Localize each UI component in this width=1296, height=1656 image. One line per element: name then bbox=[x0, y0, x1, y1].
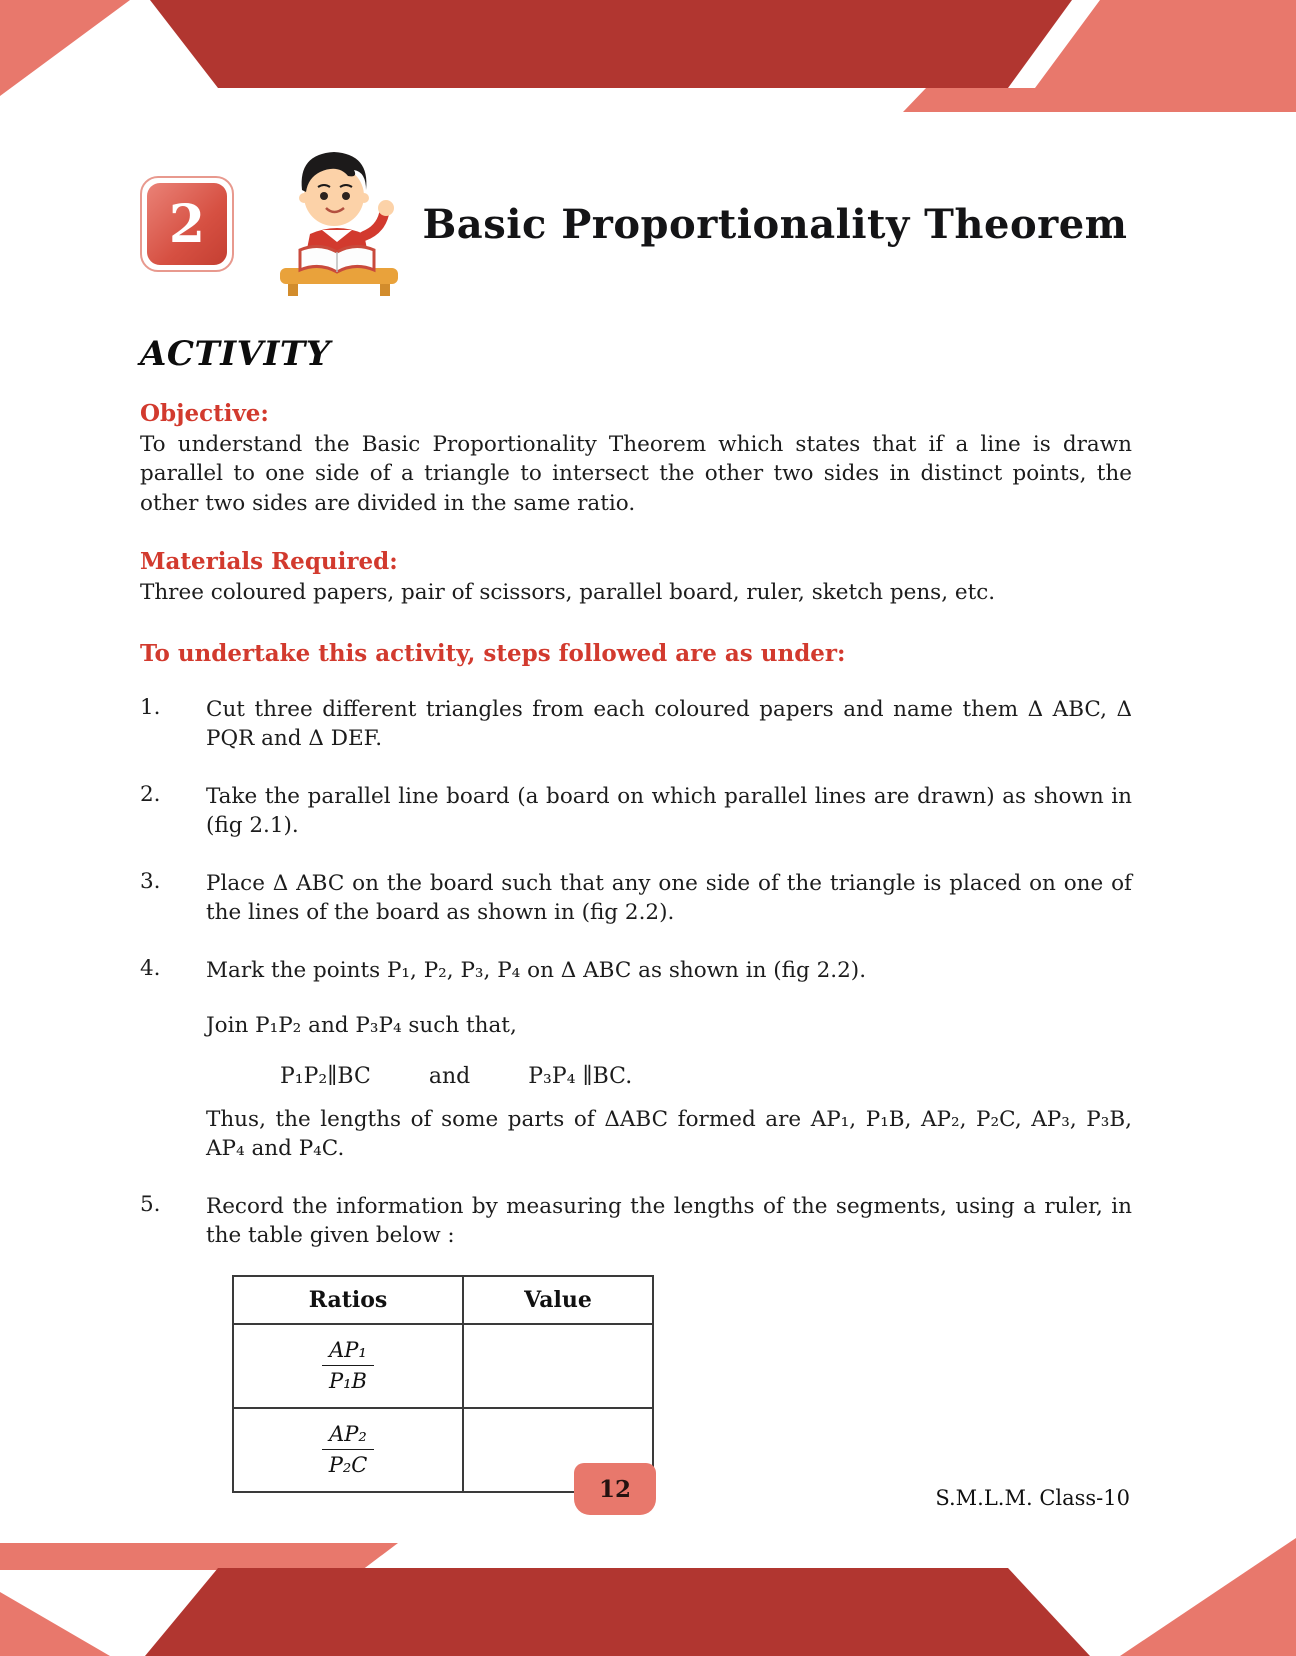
steps-heading: To undertake this activity, steps followed are as under: bbox=[140, 639, 846, 667]
step-item-3 bbox=[140, 869, 1132, 928]
materials-heading: Materials Required: bbox=[140, 548, 398, 576]
step-text: Place Δ ABC on the board such that any one side of the triangle is placed on one of the lines of the board as shown in (fig 2.2). bbox=[206, 870, 1132, 926]
footer-text: S.M.L.M. Class-10 bbox=[935, 1486, 1130, 1510]
equation-right: P₃P₄ ∥BC. bbox=[528, 1063, 633, 1089]
objective-heading: Objective: bbox=[140, 400, 269, 427]
page-title: Basic Proportionality Theorem bbox=[422, 200, 1128, 248]
step-text: Cut three different triangles from each coloured papers and name them Δ ABC, Δ PQR and Δ DEF. bbox=[206, 696, 1132, 752]
fraction-ap1-p1b bbox=[322, 1338, 374, 1393]
bottom-border-dark-band bbox=[0, 1568, 1296, 1656]
objective-text: To understand the Basic Proportionality Theorem which states that if a line is drawn parallel to one side of a triangle to intersect the other two sides in distinct points, the other two sides are divided in the same ratio. bbox=[140, 432, 1132, 516]
value-cell bbox=[463, 1324, 653, 1408]
bottom-left-strip-decoration bbox=[0, 1543, 398, 1570]
ratios-table bbox=[232, 1275, 654, 1493]
objective-section bbox=[140, 400, 1132, 518]
student-illustration bbox=[262, 138, 412, 302]
steps-section bbox=[140, 640, 1132, 667]
ratio-fraction-cell bbox=[233, 1408, 463, 1492]
step4-equation bbox=[280, 1064, 1132, 1089]
table-row bbox=[233, 1324, 653, 1408]
table-header-ratios: Ratios bbox=[233, 1276, 463, 1324]
fraction-ap2-p2c bbox=[322, 1422, 374, 1477]
equation-left: P₁P₂∥BC bbox=[280, 1063, 371, 1089]
chapter-header bbox=[140, 146, 1132, 302]
table-header-value: Value bbox=[463, 1276, 653, 1324]
step-item-5 bbox=[140, 1192, 1132, 1251]
chapter-number: 2 bbox=[147, 183, 227, 265]
bottom-right-corner-decoration bbox=[1120, 1538, 1296, 1656]
fraction-numerator: AP₁ bbox=[322, 1338, 374, 1366]
step-item-2 bbox=[140, 782, 1132, 841]
activity-heading: ACTIVITY bbox=[140, 334, 331, 374]
equation-connector: and bbox=[428, 1063, 471, 1089]
page-content bbox=[140, 146, 1132, 1493]
fraction-numerator: AP₂ bbox=[322, 1422, 374, 1450]
fraction-denominator: P₂C bbox=[328, 1453, 368, 1478]
reading-student-icon bbox=[262, 138, 412, 298]
chapter-number-badge bbox=[140, 176, 234, 272]
step-number: 3. bbox=[140, 868, 161, 894]
step-text: Record the information by measuring the lengths of the segments, using a ruler, in the table given below : bbox=[206, 1193, 1132, 1249]
step-number: 4. bbox=[140, 955, 161, 981]
step-item-1 bbox=[140, 695, 1132, 754]
step-number: 5. bbox=[140, 1191, 161, 1217]
step-number: 2. bbox=[140, 781, 161, 807]
page-number-tab bbox=[574, 1463, 656, 1515]
step-text: Mark the points P₁, P₂, P₃, P₄ on Δ ABC as shown in (fig 2.2). bbox=[206, 957, 867, 983]
step-number: 1. bbox=[140, 694, 161, 720]
materials-section bbox=[140, 548, 1132, 607]
bottom-left-corner-decoration bbox=[0, 1592, 110, 1656]
step4-join-line: Join P₁P₂ and P₃P₄ such that, bbox=[206, 1012, 517, 1038]
fraction-denominator: P₁B bbox=[329, 1369, 367, 1394]
step-text: Take the parallel line board (a board on which parallel lines are drawn) as shown in (fig 2.1). bbox=[206, 783, 1132, 839]
ratio-fraction-cell bbox=[233, 1324, 463, 1408]
steps-list bbox=[140, 695, 1132, 1493]
step-item-4 bbox=[140, 956, 1132, 985]
step4-thus-line: Thus, the lengths of some parts of ΔABC formed are AP₁, P₁B, AP₂, P₂C, AP₃, P₃B, AP₄ and P₄C. bbox=[206, 1106, 1132, 1162]
page-number: 12 bbox=[598, 1475, 631, 1503]
table-header-row bbox=[233, 1276, 653, 1324]
materials-text: Three coloured papers, pair of scissors, parallel board, ruler, sketch pens, etc. bbox=[140, 580, 996, 606]
